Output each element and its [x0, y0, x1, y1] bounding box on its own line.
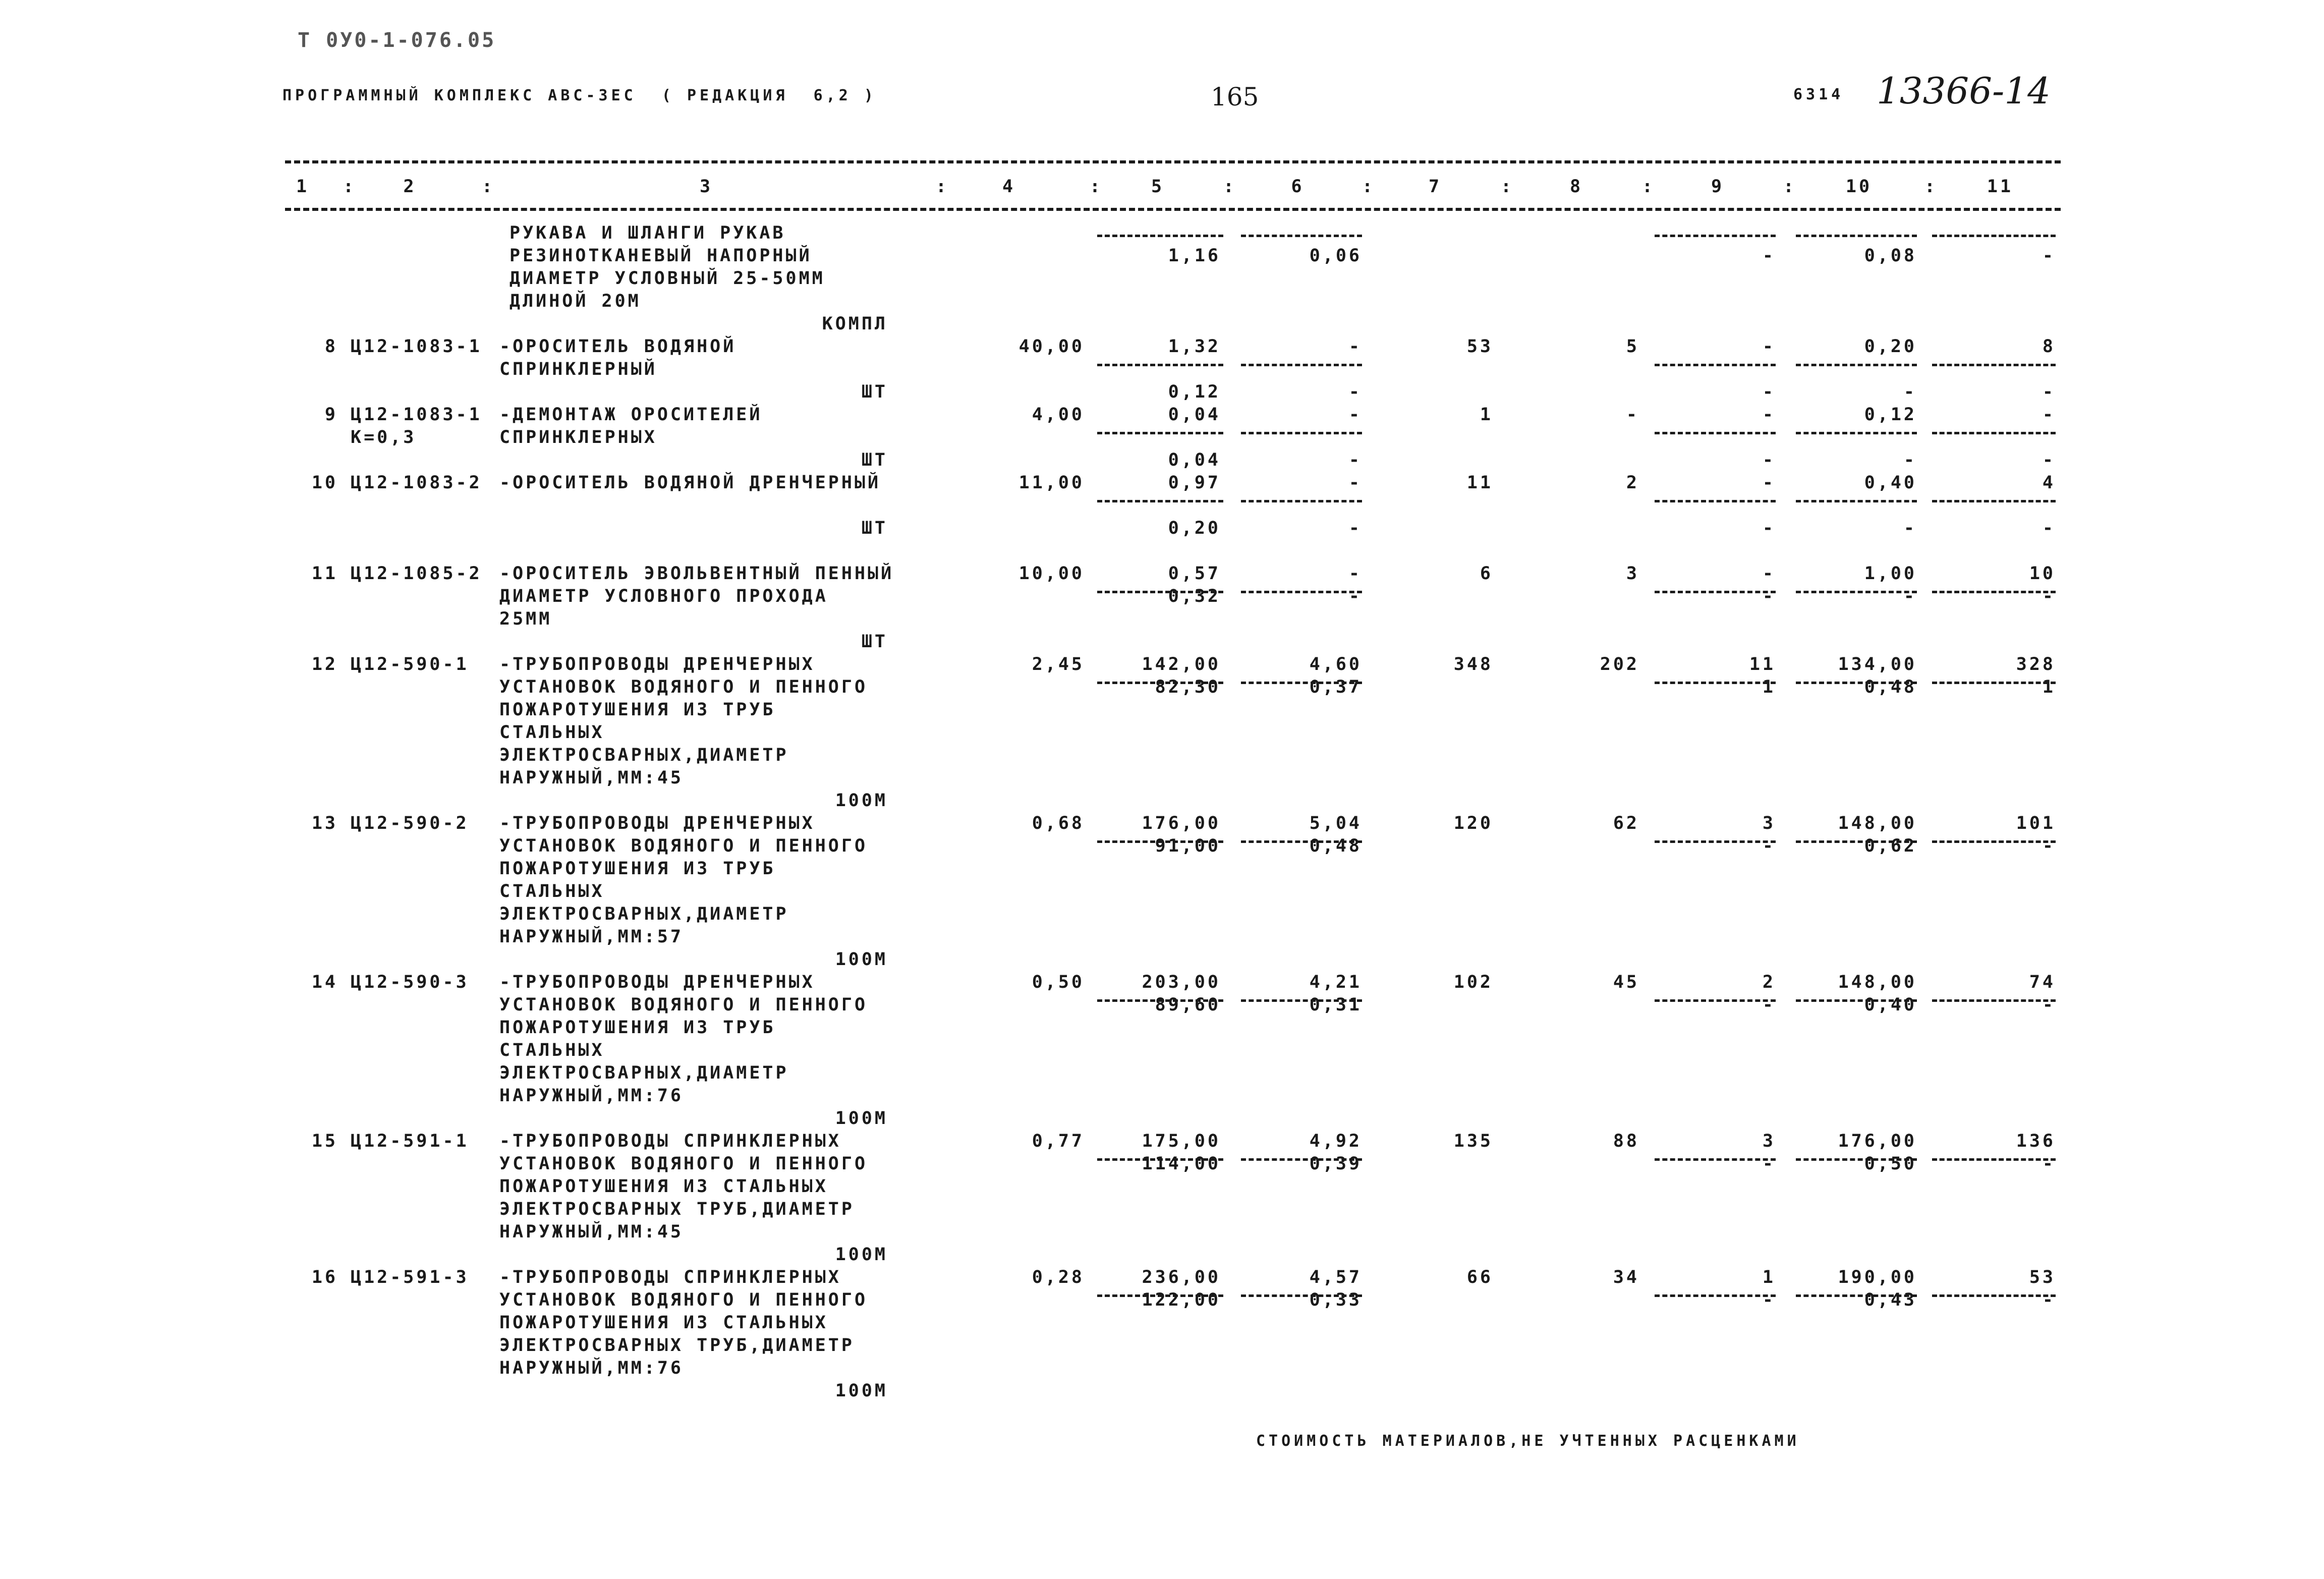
row-rate-code: Ц12-590-1 — [351, 654, 469, 674]
column-header-8: 8 — [1569, 177, 1583, 197]
row-desc-line: ПОЖАРОТУШЕНИЯ ИЗ ТРУБ — [499, 859, 776, 879]
row-unit: 100М — [835, 791, 888, 811]
column-header-10: 10 — [1845, 177, 1873, 197]
row-number: 16 — [311, 1267, 338, 1287]
pre-item-c9b: - — [1762, 246, 1776, 266]
row-cell-c5: 175,00 — [1142, 1131, 1221, 1151]
row-desc-line: УСТАНОВОК ВОДЯНОГО И ПЕННОГО — [499, 836, 868, 856]
row-dash-c11 — [1932, 432, 2056, 434]
row-cell-c8: 34 — [1613, 1267, 1639, 1287]
row-unit: 100М — [835, 1381, 888, 1401]
row-dash-c11 — [1932, 364, 2056, 366]
row-desc-line: НАРУЖНЫЙ,ММ:45 — [499, 1222, 684, 1242]
row-desc-line: -ТРУБОПРОВОДЫ ДРЕНЧЕРНЫХ — [499, 813, 815, 833]
row-desc-line: СТАЛЬНЫХ — [499, 881, 605, 901]
row-desc-line: -ОРОСИТЕЛЬ ВОДЯНОЙ — [499, 336, 736, 357]
row-cell-c10: 148,00 — [1838, 813, 1917, 833]
row-cell-c10: 176,00 — [1838, 1131, 1917, 1151]
row-desc-line: УСТАНОВОК ВОДЯНОГО И ПЕННОГО — [499, 1290, 868, 1310]
row-cell-c6b: - — [1348, 382, 1362, 402]
row-desc-line: ЭЛЕКТРОСВАРНЫХ,ДИАМЕТР — [499, 1063, 789, 1083]
row-cell-c9b: - — [1762, 450, 1776, 470]
row-cell-c7: 348 — [1453, 654, 1493, 674]
row-cell-c11b: - — [2042, 995, 2056, 1015]
row-desc-line: -ОРОСИТЕЛЬ ЭВОЛЬВЕНТНЫЙ ПЕННЫЙ — [499, 563, 894, 584]
row-cell-c8: 45 — [1613, 972, 1639, 992]
row-unit: ШТ — [861, 382, 888, 402]
row-cell-c5b: 122,00 — [1142, 1290, 1221, 1310]
pre-item-dash-c6 — [1241, 235, 1362, 237]
row-desc-line: -ТРУБОПРОВОДЫ СПРИНКЛЕРНЫХ — [499, 1131, 841, 1151]
row-cell-c11b: - — [2042, 836, 2056, 856]
row-desc-line: УСТАНОВОК ВОДЯНОГО И ПЕННОГО — [499, 677, 868, 697]
row-desc-line: ЭЛЕКТРОСВАРНЫХ,ДИАМЕТР — [499, 745, 789, 765]
row-cell-c11: 10 — [2029, 563, 2056, 584]
row-unit: 100М — [835, 949, 888, 970]
row-desc-line: ЭЛЕКТРОСВАРНЫХ ТРУБ,ДИАМЕТР — [499, 1335, 855, 1356]
row-cell-c10: 134,00 — [1838, 654, 1917, 674]
row-cell-c10b: - — [1903, 450, 1917, 470]
row-cell-c10b: 0,43 — [1864, 1290, 1917, 1310]
row-cell-c10b: 0,62 — [1864, 836, 1917, 856]
row-cell-c5: 203,00 — [1142, 972, 1221, 992]
row-rate-code: Ц12-591-1 — [351, 1131, 469, 1151]
row-cell-c11b: - — [2042, 382, 2056, 402]
row-desc-line: СТАЛЬНЫХ — [499, 1040, 605, 1060]
row-cell-c5b: 82,30 — [1155, 677, 1221, 697]
column-divider-4: : — [1090, 177, 1103, 197]
row-cell-c10: 1,00 — [1864, 563, 1917, 584]
row-rate-code: Ц12-590-3 — [351, 972, 469, 992]
row-cell-c11b: - — [2042, 1154, 2056, 1174]
row-cell-c5: 0,04 — [1168, 405, 1221, 425]
row-dash-c5 — [1097, 432, 1223, 434]
row-cell-c11b: 1 — [2042, 677, 2056, 697]
row-cell-c9b: - — [1762, 995, 1776, 1015]
row-rate-code: Ц12-591-3 — [351, 1267, 469, 1287]
row-cell-c10b: - — [1903, 586, 1917, 606]
row-cell-c6: 5,04 — [1309, 813, 1362, 833]
row-dash-c5 — [1097, 500, 1223, 502]
column-divider-6: : — [1362, 177, 1376, 197]
row-cell-c9: - — [1762, 336, 1776, 357]
row-dash-c10 — [1796, 364, 1917, 366]
row-cell-c4: 0,28 — [1032, 1267, 1085, 1287]
row-dash-c11 — [1932, 500, 2056, 502]
row-cell-c6: 4,60 — [1309, 654, 1362, 674]
column-header-2: 2 — [403, 177, 417, 197]
row-desc-line: НАРУЖНЫЙ,ММ:57 — [499, 927, 684, 947]
row-cell-c6b: 0,33 — [1309, 1290, 1362, 1310]
row-cell-c11: - — [2042, 405, 2056, 425]
row-cell-c10: 148,00 — [1838, 972, 1917, 992]
row-desc-line: 25ММ — [499, 609, 552, 629]
row-cell-c10b: 0,48 — [1864, 677, 1917, 697]
row-desc-line: НАРУЖНЫЙ,ММ:45 — [499, 768, 684, 788]
row-cell-c9: 11 — [1749, 654, 1776, 674]
column-divider-2: : — [482, 177, 495, 197]
row-desc-line: -ТРУБОПРОВОДЫ ДРЕНЧЕРНЫХ — [499, 654, 815, 674]
row-desc-line: ПОЖАРОТУШЕНИЯ ИЗ ТРУБ — [499, 700, 776, 720]
row-cell-c10: 190,00 — [1838, 1267, 1917, 1287]
row-desc-line: НАРУЖНЫЙ,ММ:76 — [499, 1086, 684, 1106]
row-cell-c10b: - — [1903, 518, 1917, 538]
row-unit: ШТ — [861, 518, 888, 538]
column-divider-8: : — [1642, 177, 1656, 197]
row-number: 11 — [311, 563, 338, 584]
pre-item-desc-line: РУКАВА И ШЛАНГИ РУКАВ — [509, 223, 786, 243]
row-cell-c7: 11 — [1466, 473, 1493, 493]
column-header-3: 3 — [699, 177, 713, 197]
row-cell-c9b: - — [1762, 1290, 1776, 1310]
row-cell-c8: 3 — [1626, 563, 1639, 584]
row-cell-c6b: 0,39 — [1309, 1154, 1362, 1174]
row-desc-line: ЭЛЕКТРОСВАРНЫХ,ДИАМЕТР — [499, 904, 789, 924]
row-cell-c7: 53 — [1466, 336, 1493, 357]
row-cell-c7: 102 — [1453, 972, 1493, 992]
row-cell-c5b: 0,32 — [1168, 586, 1221, 606]
row-number: 14 — [311, 972, 338, 992]
pre-item-c6b: 0,06 — [1309, 246, 1362, 266]
row-cell-c6: - — [1348, 473, 1362, 493]
row-unit: ШТ — [861, 632, 888, 652]
row-cell-c6: - — [1348, 405, 1362, 425]
row-desc-line: НАРУЖНЫЙ,ММ:76 — [499, 1358, 684, 1378]
row-cell-c5b: 114,00 — [1142, 1154, 1221, 1174]
column-divider-3: : — [936, 177, 949, 197]
row-cell-c4: 0,50 — [1032, 972, 1085, 992]
column-header-4: 4 — [1002, 177, 1016, 197]
column-header-11: 11 — [1987, 177, 2014, 197]
row-cell-c6b: 0,31 — [1309, 995, 1362, 1015]
row-rate-code: Ц12-1085-2 — [351, 563, 482, 584]
row-desc-line: ПОЖАРОТУШЕНИЯ ИЗ СТАЛЬНЫХ — [499, 1313, 828, 1333]
program-title: ПРОГРАММНЫЙ КОМПЛЕКС АВС-3ЕС ( РЕДАКЦИЯ 6,2 ) — [282, 87, 877, 104]
table-top-rule — [285, 160, 2061, 163]
row-dash-c9 — [1655, 500, 1776, 502]
row-cell-c11b: - — [2042, 450, 2056, 470]
row-cell-c11: 4 — [2042, 473, 2056, 493]
row-number: 13 — [311, 813, 338, 833]
row-cell-c6: - — [1348, 563, 1362, 584]
row-cell-c8: 202 — [1600, 654, 1639, 674]
row-rate-code: Ц12-1083-2 — [351, 473, 482, 493]
row-cell-c5b: 89,60 — [1155, 995, 1221, 1015]
pre-item-desc-line: ДЛИНОЙ 20М — [509, 291, 641, 311]
row-cell-c9b: 1 — [1762, 677, 1776, 697]
column-divider-1: : — [343, 177, 357, 197]
row-cell-c9: 3 — [1762, 813, 1776, 833]
row-cell-c9: 1 — [1762, 1267, 1776, 1287]
row-cell-c10: 0,20 — [1864, 336, 1917, 357]
row-cell-c9: - — [1762, 563, 1776, 584]
pre-item-c11b: - — [2042, 246, 2056, 266]
row-cell-c9b: - — [1762, 382, 1776, 402]
row-number: 9 — [324, 405, 338, 425]
row-cell-c6b: - — [1348, 450, 1362, 470]
row-dash-c9 — [1655, 364, 1776, 366]
row-desc-line: УСТАНОВОК ВОДЯНОГО И ПЕННОГО — [499, 995, 868, 1015]
row-unit: ШТ — [861, 450, 888, 470]
pre-item-dash-c11 — [1932, 235, 2056, 237]
row-rate-code: Ц12-1083-1 — [351, 405, 482, 425]
row-cell-c10: 0,40 — [1864, 473, 1917, 493]
row-dash-c5 — [1097, 364, 1223, 366]
row-desc-line: -ТРУБОПРОВОДЫ СПРИНКЛЕРНЫХ — [499, 1267, 841, 1287]
row-cell-c7: 66 — [1466, 1267, 1493, 1287]
row-cell-c7: 1 — [1480, 405, 1493, 425]
pre-item-c5b: 1,16 — [1168, 246, 1221, 266]
sheet-prefix: 6314 — [1793, 86, 1844, 103]
row-cell-c8: 62 — [1613, 813, 1639, 833]
row-cell-c7: 120 — [1453, 813, 1493, 833]
document-code: Т 0У0-1-076.05 — [298, 29, 496, 52]
row-cell-c4: 0,77 — [1032, 1131, 1085, 1151]
handwritten-sheet-number: 13366-14 — [1877, 70, 2051, 112]
row-cell-c6b: - — [1348, 586, 1362, 606]
column-header-7: 7 — [1428, 177, 1442, 197]
row-cell-c9: 3 — [1762, 1131, 1776, 1151]
row-cell-c8: - — [1626, 405, 1639, 425]
row-cell-c4: 2,45 — [1032, 654, 1085, 674]
row-cell-c6b: - — [1348, 518, 1362, 538]
row-cell-c6: 4,21 — [1309, 972, 1362, 992]
row-cell-c9b: - — [1762, 518, 1776, 538]
pre-item-unit: КОМПЛ — [822, 314, 888, 334]
row-cell-c4: 0,68 — [1032, 813, 1085, 833]
row-cell-c11: 136 — [2016, 1131, 2056, 1151]
row-cell-c6: 4,57 — [1309, 1267, 1362, 1287]
column-divider-9: : — [1783, 177, 1797, 197]
row-cell-c4: 4,00 — [1032, 405, 1085, 425]
row-cell-c4: 11,00 — [1018, 473, 1085, 493]
row-dash-c6 — [1241, 364, 1362, 366]
row-cell-c11b: - — [2042, 518, 2056, 538]
row-unit: 100М — [835, 1108, 888, 1129]
row-cell-c6b: 0,48 — [1309, 836, 1362, 856]
row-desc-line: -ТРУБОПРОВОДЫ ДРЕНЧЕРНЫХ — [499, 972, 815, 992]
row-cell-c9: - — [1762, 405, 1776, 425]
row-cell-c4: 40,00 — [1018, 336, 1085, 357]
row-rate-coefficient: К=0,3 — [351, 427, 417, 447]
row-desc-line: ЭЛЕКТРОСВАРНЫХ ТРУБ,ДИАМЕТР — [499, 1199, 855, 1219]
row-cell-c8: 5 — [1626, 336, 1639, 357]
table-header-rule — [285, 208, 2061, 211]
materials-cost-caption: СТОИМОСТЬ МАТЕРИАЛОВ,НЕ УЧТЕННЫХ РАСЦЕНКАМИ — [1256, 1432, 1800, 1450]
row-cell-c5: 142,00 — [1142, 654, 1221, 674]
row-cell-c9b: - — [1762, 1154, 1776, 1174]
row-desc-line: СПРИНКЛЕРНЫХ — [499, 427, 657, 447]
pre-item-dash-c5 — [1097, 235, 1223, 237]
column-header-9: 9 — [1711, 177, 1725, 197]
row-number: 15 — [311, 1131, 338, 1151]
row-cell-c11: 8 — [2042, 336, 2056, 357]
row-cell-c5b: 91,00 — [1155, 836, 1221, 856]
row-cell-c11: 74 — [2029, 972, 2056, 992]
row-cell-c5b: 0,04 — [1168, 450, 1221, 470]
row-cell-c8: 2 — [1626, 473, 1639, 493]
row-desc-line: -ДЕМОНТАЖ ОРОСИТЕЛЕЙ — [499, 405, 763, 425]
row-cell-c11b: - — [2042, 586, 2056, 606]
row-number: 10 — [311, 473, 338, 493]
pre-item-c10b: 0,08 — [1864, 246, 1917, 266]
pre-item-dash-c10 — [1796, 235, 1917, 237]
row-desc-line: УСТАНОВОК ВОДЯНОГО И ПЕННОГО — [499, 1154, 868, 1174]
row-number: 12 — [311, 654, 338, 674]
row-dash-c10 — [1796, 500, 1917, 502]
pre-item-desc-line: РЕЗИНОТКАНЕВЫЙ НАПОРНЫЙ — [509, 246, 812, 266]
row-dash-c6 — [1241, 500, 1362, 502]
row-cell-c4: 10,00 — [1018, 563, 1085, 584]
row-cell-c9b: - — [1762, 836, 1776, 856]
row-desc-line: СТАЛЬНЫХ — [499, 722, 605, 743]
column-header-1: 1 — [296, 177, 310, 197]
row-dash-c10 — [1796, 432, 1917, 434]
row-cell-c5: 0,97 — [1168, 473, 1221, 493]
column-header-6: 6 — [1291, 177, 1305, 197]
row-cell-c6: - — [1348, 336, 1362, 357]
row-dash-c9 — [1655, 432, 1776, 434]
row-cell-c5: 176,00 — [1142, 813, 1221, 833]
page-number: 165 — [1211, 82, 1259, 111]
row-cell-c7: 6 — [1480, 563, 1493, 584]
row-cell-c10b: - — [1903, 382, 1917, 402]
row-cell-c10b: 0,40 — [1864, 995, 1917, 1015]
row-cell-c5: 0,57 — [1168, 563, 1221, 584]
row-cell-c7: 135 — [1453, 1131, 1493, 1151]
row-cell-c5: 236,00 — [1142, 1267, 1221, 1287]
column-divider-5: : — [1223, 177, 1237, 197]
row-desc-line: ДИАМЕТР УСЛОВНОГО ПРОХОДА — [499, 586, 828, 606]
row-cell-c11: 328 — [2016, 654, 2056, 674]
row-cell-c6: 4,92 — [1309, 1131, 1362, 1151]
row-rate-code: Ц12-590-2 — [351, 813, 469, 833]
column-header-5: 5 — [1151, 177, 1165, 197]
row-cell-c10b: 0,50 — [1864, 1154, 1917, 1174]
row-desc-line: ПОЖАРОТУШЕНИЯ ИЗ ТРУБ — [499, 1018, 776, 1038]
row-dash-c6 — [1241, 432, 1362, 434]
row-cell-c8: 88 — [1613, 1131, 1639, 1151]
row-unit: 100М — [835, 1245, 888, 1265]
row-cell-c9: - — [1762, 473, 1776, 493]
row-cell-c5b: 0,20 — [1168, 518, 1221, 538]
row-cell-c10: 0,12 — [1864, 405, 1917, 425]
pre-item-dash-c9 — [1655, 235, 1776, 237]
column-divider-10: : — [1924, 177, 1938, 197]
row-rate-code: Ц12-1083-1 — [351, 336, 482, 357]
pre-item-desc-line: ДИАМЕТР УСЛОВНЫЙ 25-50ММ — [509, 268, 825, 289]
row-cell-c5b: 0,12 — [1168, 382, 1221, 402]
row-cell-c6b: 0,37 — [1309, 677, 1362, 697]
row-cell-c11b: - — [2042, 1290, 2056, 1310]
row-number: 8 — [324, 336, 338, 357]
row-desc-line: ПОЖАРОТУШЕНИЯ ИЗ СТАЛЬНЫХ — [499, 1176, 828, 1197]
row-cell-c9: 2 — [1762, 972, 1776, 992]
column-divider-7: : — [1501, 177, 1514, 197]
row-cell-c5: 1,32 — [1168, 336, 1221, 357]
row-cell-c9b: - — [1762, 586, 1776, 606]
row-desc-line: СПРИНКЛЕРНЫЙ — [499, 359, 657, 379]
row-cell-c11: 101 — [2016, 813, 2056, 833]
row-desc-line: -ОРОСИТЕЛЬ ВОДЯНОЙ ДРЕНЧЕРНЫЙ — [499, 473, 881, 493]
row-cell-c11: 53 — [2029, 1267, 2056, 1287]
